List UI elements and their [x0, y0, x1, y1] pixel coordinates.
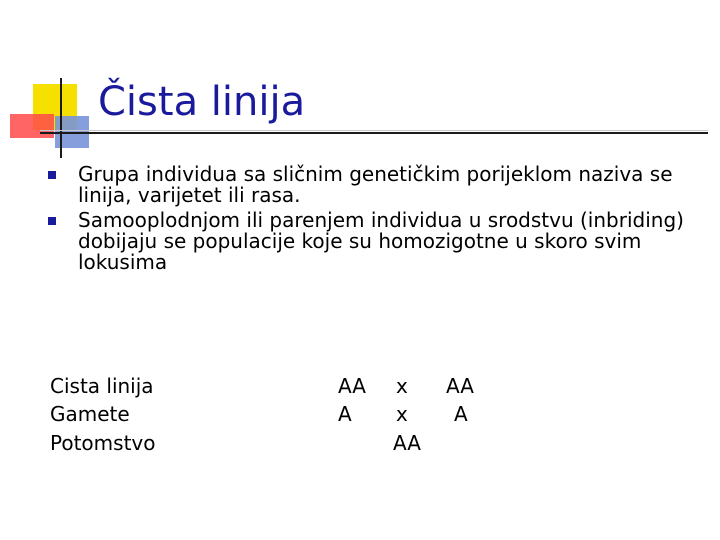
offspring-genotype: AA	[393, 431, 421, 455]
label-gamete: Gamete	[50, 402, 130, 426]
parent1-genotype: AA	[338, 374, 366, 398]
bullet-text: Grupa individua sa sličnim genetičkim porijeklom naziva se linija, varijetet ili rasa.	[78, 162, 673, 207]
bullet-square-icon	[48, 171, 56, 179]
decor-red-bar	[10, 114, 54, 138]
decor-vertical-line	[60, 78, 62, 158]
slide-title: Čista linija	[98, 79, 306, 125]
label-potomstvo: Potomstvo	[50, 431, 156, 455]
title-underline	[40, 132, 708, 134]
label-cista-linija: Cista linija	[50, 374, 154, 398]
gamete1: A	[338, 402, 352, 426]
gamete-cross-sign: x	[396, 402, 408, 426]
bullet-list	[48, 164, 708, 277]
bullet-text: Samooplodnjom ili parenjem individua u srodstvu (inbriding) dobijaju se populacije koje su homozigotne u skoro svim lokusima	[78, 208, 684, 274]
decor-shadow-line	[40, 130, 708, 131]
parent2-genotype: AA	[446, 374, 474, 398]
bullet-item	[48, 164, 708, 206]
bullet-item	[48, 210, 708, 273]
gamete2: A	[454, 402, 468, 426]
bullet-square-icon	[48, 217, 56, 225]
cross-sign: x	[396, 374, 408, 398]
